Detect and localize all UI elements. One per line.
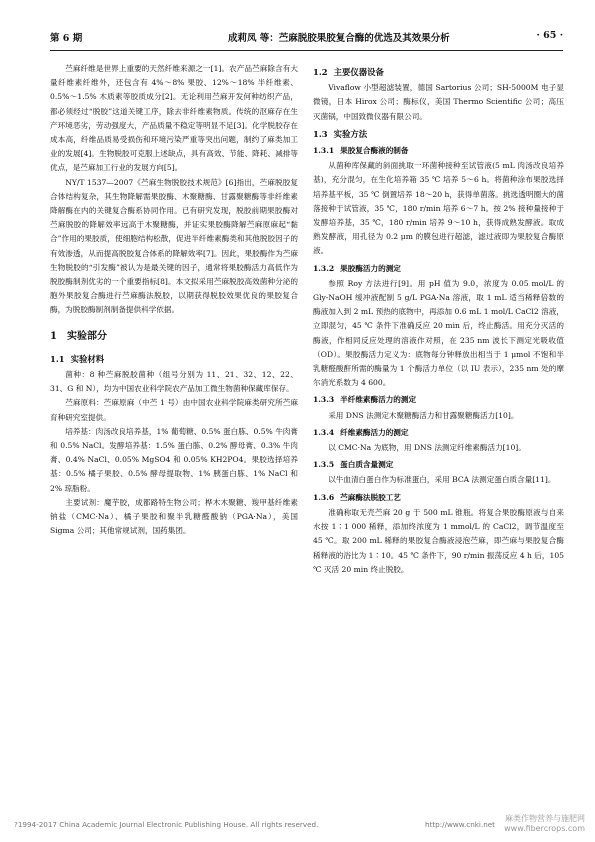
subsection-title: 实验材料 [70,353,105,364]
watermark-title: 麻类作物营养与施肥网 [505,814,585,823]
subsection-number: 1.1 [50,353,65,364]
subsubsection-number: 1.3.2 [313,263,335,273]
enzyme-prep-paragraph: 从菌种库保藏的斜面挑取一环菌种接种至试管液(5 mL 肉汤改良培养基)，充分混匀，在生化培养箱 35 ℃ 培养 5～6 h。将菌种涂布果胶选择培养基平板，35 ℃ 倒置培养 18～20 h，获得单菌落。挑选透明圈大的菌落接种于试管液，35 ℃，180 r/min 培养 6～7 h。按 2% 接种量接种于发酵培养基，35 ℃，180 r/min 培养 9～10 h，获得成熟发酵液。取成熟发酵液，用孔径为 0.2 μm 的膜包进行超滤，滤过液即为果胶复合酶原液。 [313,161,564,256]
subsubsection-number: 1.3.6 [313,492,335,502]
subsection-number: 1.3 [313,128,328,139]
copyright-notice: ?1994-2017 China Academic Journal Electronic Publishing House. All rights reserved. [14,820,319,829]
subsubsection-heading-1-3-5 [313,458,564,472]
left-column [50,62,298,539]
section-number: 1 [50,330,57,342]
section-heading-1 [50,330,298,344]
reagents-paragraph: 主要试剂：魔芋胶，成都路特生物公司；桦木木聚糖、羧甲基纤维素钠盐（CMC·Na）、橘子果胶和聚半乳糖醛酸钠（PGA·Na），美国 Sigma 公司；其他常规试剂，国药集团。 [50,497,298,536]
pectinase-assay-paragraph: 参照 Roy 方法进行[9]。用 pH 值为 9.0，浓度为 0.05 mol/L 的 Gly-NaOH 缓冲液配制 5 g/L PGA·Na 溶液，取 1 mL 适当稀释倍数的酶液加入到 2 mL 预热的底物中，再添加 0.6 mL 1 mol/L CaCl2 溶液，立即混匀，45 ℃ 条件下准确反应 20 min 后，终止酶活。用充分灭活的酶液，作相同反应处理的溶液作对照，在 235 nm 波长下测定光吸收值（OD）。果胶酶活力定义为：底物每分钟释放出相当于 1 μmol 不饱和半乳糖醛酸酐所需的酶量为 1 个酶活力单位（以 IU 表示），235 nm 处的摩尔消光系数为 4 600。 [313,278,564,388]
subsubsection-number: 1.3.3 [313,395,335,405]
subsubsection-number: 1.3.5 [313,460,335,470]
subsubsection-title: 苎麻酶法脱胶工艺 [340,492,401,502]
running-title: 成莉凤 等：苎麻脱胶果胶复合酶的优选及其效果分析 [228,33,450,44]
subsection-heading-1-1 [50,352,298,366]
running-header [50,30,563,46]
subsection-heading-1-2 [313,65,564,79]
subsection-title: 实验方法 [333,128,368,139]
section-title: 实验部分 [66,330,107,342]
subsubsection-title: 半纤维素酶活力的测定 [340,395,417,405]
subsubsection-heading-1-3-6 [313,491,564,505]
protein-assay-paragraph: 以牛血清白蛋白作为标准蛋白，采用 BCA 法测定蛋白质含量[11]。 [328,475,556,485]
right-column [313,62,564,577]
instruments-paragraph: Vivaflow 小型超滤装置，德国 Sartorius 公司；SH-5000M 电子显微镜，日本 Hirox 公司；酶标仪，美国 Thermo Scientific 公司；高压灭菌锅，中国致微仪器有限公司。 [313,83,564,121]
strains-paragraph: 菌种：8 种苎麻脱胶菌种（组号分别为 11、21、32、12、22、31、G 和 N），均为中国农业科学院农产品加工微生物菌种保藏库保存。 [50,370,298,394]
degumming-process-paragraph: 准确称取无壳苎麻 20 g 于 500 mL 锥瓶。将复合果胶酶原液与自来水按 1∶1 000 稀释，添加终浓度为 1 mmol/L 的 CaCl2，调节温度至 45 ℃。取 200 mL 稀释的果胶复合酶液浸泡苎麻，即苎麻与果胶复合酶稀释液的浴比为 1∶10。45 ℃ 条件下，90 r/min 振荡反应 4 h 后，105 ℃ 灭活 20 min 终止脱胶。 [313,507,564,574]
subsection-number: 1.2 [313,67,328,77]
subsubsection-title: 果胶复合酶液的制备 [340,146,409,156]
subsubsection-heading-1-3-2 [313,262,564,276]
hemicellulase-assay-paragraph: 采用 DNS 法测定木聚糖酶活力和甘露聚糖酶活力[10]。 [328,410,519,420]
intro-paragraph-2: NY/T 1537—2007《苎麻生物脱胶技术规范》[6]指出，苎麻脱胶复合体结构复杂，其生物降解需果胶酶、木聚糖酶、甘露聚糖酶等非纤维素降解酶在内的关键复合酶系协同作用。已有研究发现，脱胶前期果胶酶对苎麻脱胶的降解效率远高于木聚糖酶，并证实果胶酶降解苎麻原麻起“黏合”作用的果胶质，使细胞结构松散，促进半纤维素酶类和其他脱胶因子的有效渗透，从而提高脱胶复合体系的降解效率[7]。因此，果胶酶作为苎麻生物脱胶的“引发酶”被认为是最关键的因子，通常将果胶酶活力高低作为脱胶酶制剂优劣的一个重要指标[8]。本文拟采用苎麻脱胶高效菌种分泌的胞外果胶复合酶进行苎麻酶法脱胶，以期获得脱胶效果优良的果胶复合酶，为脱胶酶制剂制备提供科学依据。 [50,177,298,315]
header-rule [50,50,563,51]
subsubsection-heading-1-3-3 [313,393,564,407]
subsubsection-title: 蛋白质含量测定 [340,460,394,470]
issue-number: 第 6 期 [50,33,83,44]
subsection-title: 主要仪器设备 [333,67,384,77]
page-number: · 65 · [536,30,563,41]
watermark-url: www.fibercrops.com [504,824,585,833]
watermark [504,814,585,834]
subsubsection-number: 1.3.1 [313,146,335,156]
cellulase-assay-paragraph: 以 CMC·Na 为底物，用 DNS 法测定纤维素酶活力[10]。 [328,443,526,453]
subsubsection-number: 1.3.4 [313,427,335,437]
subsubsection-title: 果胶酶活力的测定 [340,263,401,273]
subsubsection-title: 纤维素酶活力的测定 [340,427,409,437]
intro-paragraph-1: 苎麻纤维是世界上重要的天然纤维来源之一[1]。农产品苎麻除含有大量纤维素纤维外，还包含有 4%～8% 果胶、12%～18% 半纤维素、0.5%～1.5% 木质素等胶质成分[2]。无论利用苎麻开发何种纺织产品，都必须经过“脱胶”这道关键工序，除去非纤维素物质。传统的沤麻存在生产环境恶劣，劳动强度大，产品质量不稳定等明显不足[3]。化学脱胶存在成本高，纤维品质易受损伤和环境污染严重等突出问题，制约了麻类加工业的发展[4]。生物脱胶可克服上述缺点，具有高效、节能、降耗、减排等优点，是苎麻加工行业的发展方向[5]。 [50,64,298,173]
subsubsection-heading-1-3-1 [313,144,564,158]
ramie-material-paragraph: 苎麻原料：苎麻原麻（中苎 1 号）由中国农业科学院麻类研究所苎麻育种研究室提供。 [50,398,298,422]
media-paragraph: 培养基：肉汤改良培养基，1% 葡萄糖、0.5% 蛋白胨、0.5% 牛肉膏和 0.5% NaCl。发酵培养基：1.5% 蛋白胨、0.2% 酵母膏、0.3% 牛肉膏、0.4% NaCl、0.05% MgSO4 和 0.05% KH2PO4。果胶选择培养基：0.5% 橘子果胶、0.5% 酵母提取物、1% 胰蛋白胨、1% NaCl 和 2% 琼脂粉。 [50,426,298,493]
subsection-heading-1-3 [313,127,564,141]
cnki-link[interactable]: http://www.cnki.net [424,820,495,829]
subsubsection-heading-1-3-4 [313,426,564,440]
